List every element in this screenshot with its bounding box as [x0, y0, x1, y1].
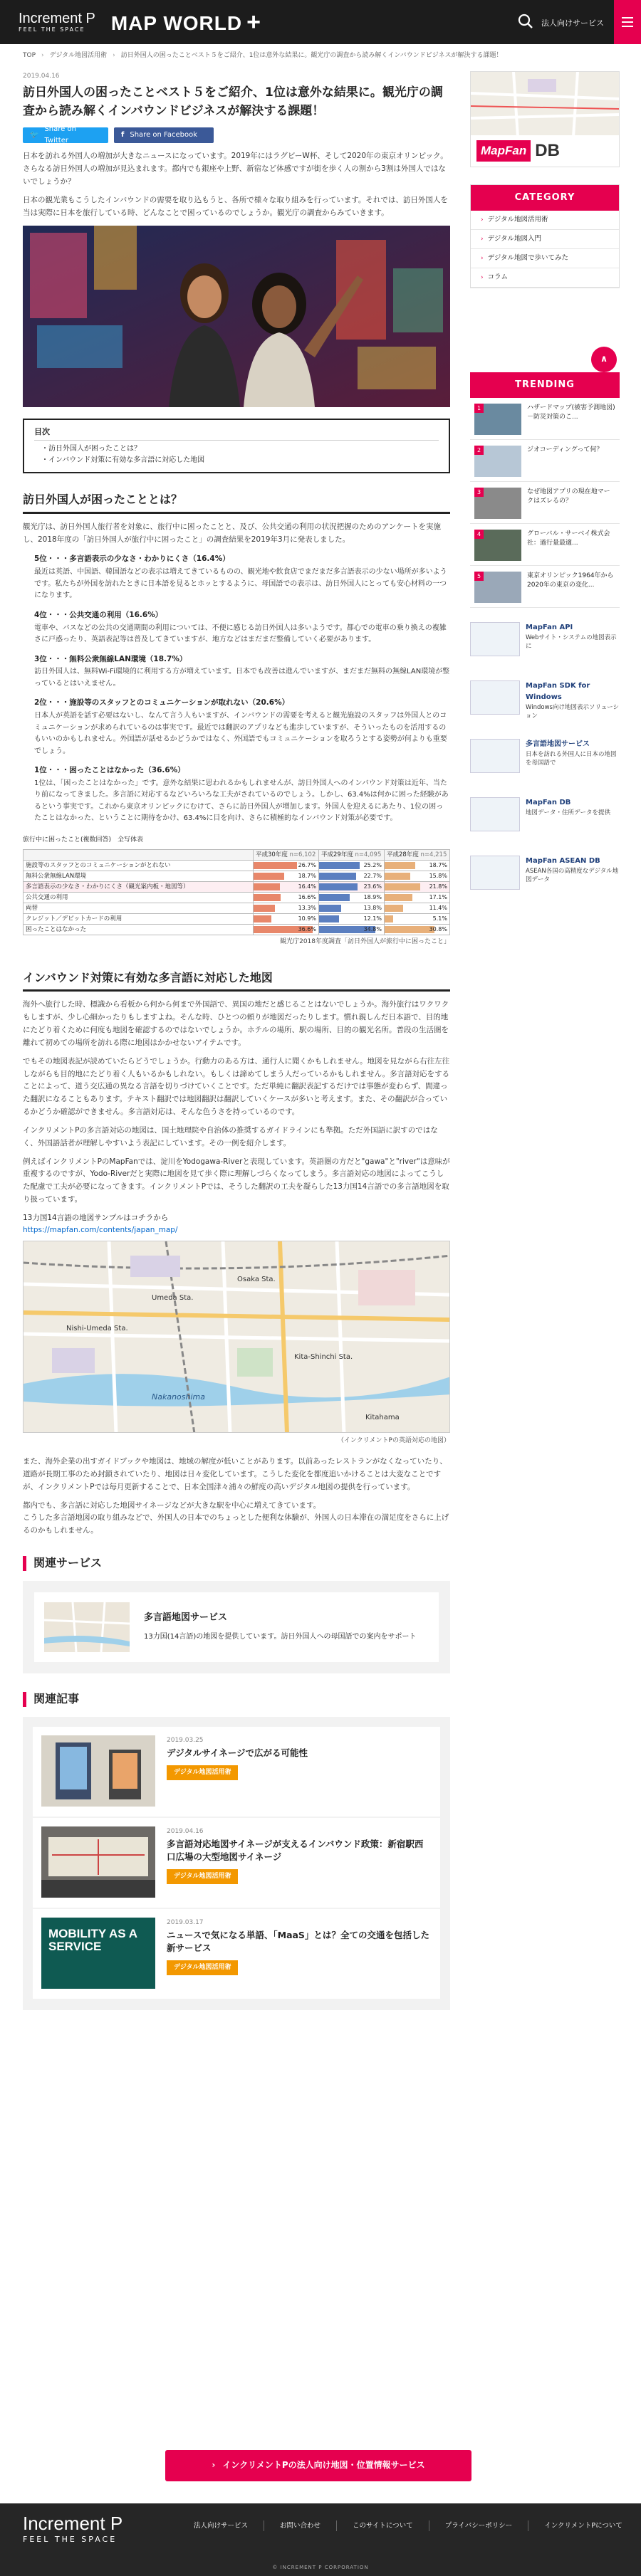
- trending-title-text: ハザードマップ(被害予測地図) －防災対策のこ...: [527, 404, 615, 421]
- product-item[interactable]: [470, 680, 620, 729]
- table-of-contents: [23, 419, 450, 474]
- related-article-card[interactable]: [33, 1727, 440, 1817]
- product-thumbnail: [470, 797, 520, 831]
- category-item[interactable]: [471, 249, 619, 268]
- related-articles-list: [23, 1717, 450, 2010]
- map-label: Umeda Sta.: [152, 1293, 194, 1302]
- table-row: [24, 861, 450, 871]
- map-sample-link[interactable]: https://mapfan.com/contents/japan_map/: [23, 1225, 178, 1234]
- product-desc: Webサイト・システムの地図表示に: [526, 634, 617, 651]
- site-header: [0, 0, 641, 44]
- table-bar-value: 25.2%: [363, 862, 382, 869]
- table-row-label: 両替: [24, 903, 254, 914]
- breadcrumb-separator: ›: [41, 51, 44, 59]
- twitter-icon: 🐦: [30, 131, 39, 140]
- increment-p-logo[interactable]: [19, 11, 95, 33]
- table-bar-value: 26.7%: [298, 862, 316, 869]
- site-title[interactable]: [111, 3, 261, 41]
- table-bar-cell: [385, 861, 450, 871]
- table-bar-cell: [319, 893, 385, 903]
- product-desc: 地図データ・住所データを提供: [526, 809, 611, 816]
- article-thumbnail: [41, 1826, 155, 1898]
- table-row-label: 困ったことはなかった: [24, 925, 254, 935]
- search-icon[interactable]: [517, 13, 534, 30]
- trending-rank: 4: [474, 530, 484, 539]
- table-bar-cell: [319, 914, 385, 925]
- table-bar: [385, 883, 420, 890]
- table-bar: [385, 862, 415, 869]
- product-desc: 日本を訪れる外国人に日本の地図を母国語で: [526, 751, 617, 767]
- toc-item[interactable]: ・インバウンド対策に有効な多言語に対応した地図: [41, 456, 205, 465]
- trending-item[interactable]: [470, 566, 620, 608]
- trending-thumbnail: [474, 404, 521, 435]
- product-name: MapFan DB: [526, 799, 571, 806]
- related-article-tag[interactable]: デジタル地図活用術: [167, 1960, 238, 1975]
- trending-item[interactable]: [470, 440, 620, 482]
- table-column-header: 平成29年度 n=4,095: [319, 850, 385, 861]
- rank-heading: 4位・・・公共交通の利用（16.6%）: [34, 610, 163, 619]
- product-name: MapFan ASEAN DB: [526, 857, 600, 865]
- section-heading-2: インバウンド対策に有効な多言語に対応した地図: [23, 969, 450, 992]
- table-bar-value: 36.6%: [298, 926, 316, 933]
- table-bar-cell: [319, 925, 385, 935]
- related-article-date: 2019.03.17: [167, 1918, 204, 1926]
- breadcrumb-category[interactable]: デジタル地図活用術: [49, 51, 108, 59]
- product-desc: Windows向け地図表示ソリューション: [526, 704, 620, 720]
- table-bar: [319, 905, 341, 912]
- table-bar-value: 21.8%: [429, 883, 447, 890]
- table-bar-value: 12.1%: [363, 915, 382, 922]
- table-bar: [385, 905, 403, 912]
- trending-item[interactable]: [470, 482, 620, 524]
- survey-table-head: 旅行中に困ったこと(複数回答) 全写体表: [23, 836, 144, 843]
- trending-thumbnail: [474, 488, 521, 519]
- thumbnail-text: MOBILITY AS A SERVICE: [48, 1926, 137, 1954]
- chevron-right-icon: ›: [481, 216, 484, 224]
- footer-link[interactable]: インクリメントPについて: [544, 2522, 622, 2530]
- table-column-header: 平成30年度 n=6,102: [254, 850, 319, 861]
- trending-title-text: なぜ地図アプリの現在地マークはズレるの？: [527, 488, 610, 505]
- related-article-tag[interactable]: デジタル地図活用術: [167, 1869, 238, 1883]
- corporate-services-cta-button[interactable]: [165, 2450, 471, 2481]
- sidebar: [470, 71, 620, 914]
- table-bar-cell: [254, 925, 319, 935]
- table-bar: [319, 894, 350, 901]
- corporate-services-link[interactable]: 法人向けサービス: [541, 19, 604, 28]
- chevron-right-icon: ›: [481, 273, 484, 281]
- footer-logo-text: Increment P: [23, 2513, 123, 2534]
- category-label: デジタル地図で歩いてみた: [487, 254, 569, 263]
- product-thumbnail: [470, 622, 520, 656]
- table-bar-cell: [385, 893, 450, 903]
- rank-item: [34, 653, 450, 690]
- trending-item[interactable]: [470, 398, 620, 440]
- product-item[interactable]: [470, 622, 620, 671]
- footer-nav: [178, 2520, 638, 2531]
- table-bar-value: 11.4%: [429, 905, 447, 912]
- breadcrumb: [0, 44, 641, 67]
- table-bar: [254, 883, 280, 890]
- rank-item: [34, 553, 450, 601]
- related-article-date: 2019.03.25: [167, 1736, 204, 1744]
- table-bar-value: 15.8%: [429, 873, 447, 880]
- table-bar-cell: [254, 861, 319, 871]
- table-row-label: 多言語表示の少なさ・わかりにくさ（観光案内板・地図等）: [24, 882, 254, 893]
- section2-paragraph: 都内でも、多言語に対応した地図サイネージなどが大きな駅を中心に増えてきています。: [23, 1500, 321, 1510]
- map-label: Nishi-Umeda Sta.: [66, 1324, 128, 1332]
- related-article-tag[interactable]: デジタル地図活用術: [167, 1765, 238, 1779]
- table-bar-value: 23.6%: [363, 883, 382, 890]
- table-bar: [254, 894, 281, 901]
- hamburger-icon[interactable]: [614, 0, 641, 44]
- share-twitter-button[interactable]: [23, 127, 108, 143]
- footer-link[interactable]: お問い合わせ: [264, 2520, 337, 2531]
- table-bar: [385, 894, 412, 901]
- trending-rank: 3: [474, 488, 484, 497]
- product-thumbnail: [470, 856, 520, 890]
- table-bar: [254, 873, 284, 880]
- table-bar-cell: [385, 914, 450, 925]
- table-bar-cell: [385, 925, 450, 935]
- toc-item[interactable]: ・訪日外国人が困ったことは？: [41, 445, 141, 453]
- table-bar-value: 22.7%: [363, 873, 382, 880]
- article-thumbnail: [41, 1735, 155, 1807]
- hero-image: [23, 226, 450, 407]
- related-service-heading: 関連サービス: [23, 1556, 450, 1571]
- breadcrumb-current: 訪日外国人の困ったことベスト５をご紹介、1位は意外な結果に。観光庁の調査から読み解くインバウンドビジネスが解決する課題！: [120, 51, 503, 59]
- related-article-title: ニュースで気になる単語、「MaaS」とは？全ての交通を包括した新サービス: [167, 1930, 429, 1954]
- category-item[interactable]: [471, 230, 619, 249]
- category-item[interactable]: [471, 211, 619, 230]
- facebook-icon: f: [121, 131, 125, 140]
- table-header-blank: [24, 850, 254, 861]
- product-item[interactable]: [470, 797, 620, 846]
- section2-paragraph: インクリメントPの多言語対応の地図は、国土地理院や自治体の推奨するガイドラインにも準拠。ただ外国語に訳すのではなく、外国語話者が理解しやすいよう表記にしています。その一例を紹介します。: [23, 1125, 438, 1147]
- product-name: MapFan SDK for Windows: [526, 682, 590, 701]
- related-article-card[interactable]: [33, 1818, 440, 1908]
- category-title: CATEGORY: [471, 185, 619, 211]
- chevron-right-icon: ›: [212, 2460, 216, 2471]
- table-bar-cell: [254, 903, 319, 914]
- map-label: Kita-Shinchi Sta.: [294, 1352, 353, 1361]
- section1-paragraph: 観光庁は、訪日外国人旅行者を対象に、旅行中に困ったことと、及び、公共交通の利用の状況把握のためのアンケートを実施し、2018年度の「訪日外国人が旅行中に困ったこと」の調査結果を2019年3月に発表しました。: [23, 522, 441, 544]
- article-thumbnail: [41, 1918, 155, 1989]
- site-plus-mark: +: [246, 8, 261, 36]
- trending-box: [470, 372, 620, 608]
- mapfan-db-banner[interactable]: [470, 71, 620, 167]
- product-item[interactable]: [470, 856, 620, 904]
- table-bar: [254, 862, 297, 869]
- product-name: 多言語地図サービス: [526, 740, 590, 748]
- site-title-text: MAP WORLD: [110, 11, 243, 34]
- trending-item[interactable]: [470, 524, 620, 566]
- breadcrumb-top[interactable]: TOP: [23, 51, 36, 59]
- table-bar-value: 16.6%: [298, 894, 316, 901]
- toc-item-label: インバウンド対策に有効な多言語に対応した地図: [48, 456, 205, 465]
- related-article-date: 2019.04.16: [167, 1827, 204, 1835]
- product-desc: ASEAN各国の高精度なデジタル地図データ: [526, 868, 619, 884]
- related-articles-heading: 関連記事: [23, 1692, 450, 1707]
- article-title: 訪日外国人の困ったことベスト５をご紹介、1位は意外な結果に。観光庁の調査から読み解くインバウンドビジネスが解決する課題！: [23, 85, 443, 118]
- section-heading-1: 訪日外国人が困ったこととは？: [23, 490, 450, 514]
- service-description: 13力国(14言語)の地図を提供しています。訪日外国人への母国語での案内をサポート: [144, 1633, 417, 1641]
- share-facebook-button[interactable]: [114, 127, 214, 143]
- share-facebook-label: Share on Facebook: [130, 131, 198, 140]
- rank-body: 訪日外国人は、無料Wi-Fi環境的に利用する方が増えています。日本でも改善は進んでいますが、まだまだ無料の無線LAN環境が整っているとはいえません。: [34, 668, 450, 688]
- table-bar-cell: [385, 882, 450, 893]
- chevron-right-icon: ›: [481, 235, 484, 243]
- table-bar-value: 30.8%: [429, 926, 447, 933]
- table-bar: [385, 926, 434, 933]
- table-column-header: 平成28年度 n=4,215: [385, 850, 450, 861]
- chevron-right-icon: ›: [481, 254, 484, 262]
- table-row-label: 公共交通の利用: [24, 893, 254, 903]
- rank-body: 最近は英語、中国語、韓国語などの表示は増えてきているものの、観光地や飲食店でまだまだ多言語表示の少ない場所が多いようです。私たちが外国を訪れたときに日本語を見るとホッとするように、母国語での表示は、訪日外国人にとっても安心材料の一つになります。: [34, 568, 447, 600]
- table-row: [24, 893, 450, 903]
- rank-item: [34, 609, 450, 646]
- table-caption: 観光庁2018年度調査「訪日外国人が旅行中に困ったこと」: [280, 938, 450, 946]
- table-bar: [385, 915, 393, 922]
- map-label: Nakanoshima: [152, 1392, 205, 1402]
- toc-item-label: 訪日外国人が困ったことは？: [48, 445, 141, 453]
- table-bar-cell: [254, 882, 319, 893]
- english-map-image: [23, 1241, 450, 1433]
- trending-rank: 2: [474, 446, 484, 455]
- section2-paragraph: こうした多言語地図の取り組みなどで、外国人の日本でのちょっとした便利な体験が、外国人の日本滞在の満足度をさらに上げるのかもしれません。: [23, 1513, 449, 1535]
- category-label: デジタル地図活用術: [487, 216, 548, 224]
- related-article-title: デジタルサイネージで広がる可能性: [167, 1747, 308, 1759]
- table-row: [24, 871, 450, 882]
- table-bar-cell: [254, 871, 319, 882]
- table-bar-cell: [319, 871, 385, 882]
- product-item[interactable]: [470, 739, 620, 787]
- share-buttons: [23, 127, 450, 143]
- table-bar: [385, 873, 410, 880]
- table-bar: [319, 915, 339, 922]
- section2-paragraph: でもその地図表記が読めていたらどうでしょうか。行動力のある方は、通行人に聞くかもしれません。地図を見ながら右往左往しながらも目的地にたどり着く人もいるかもしれない。もしくは諦めてしまう人だっているかもしれません。多言語対応をすることによって、道う交広通の異なる言語を切りづけていくことです。ただ単純に翻訳表記するだけでは事態が変わらず、間違った翻訳になることもあります。テキスト翻訳では地図翻訳は翻訳していくケースが多いと考えます。また、その翻訳が合っているかどうか確認ができません。多言語対応は、そんな色うさを持っているのです。: [23, 1056, 450, 1117]
- table-bar-value: 18.7%: [429, 862, 447, 869]
- table-bar: [254, 915, 271, 922]
- table-row: [24, 903, 450, 914]
- product-name: MapFan API: [526, 624, 573, 631]
- table-bar-cell: [254, 914, 319, 925]
- trending-thumbnail: [474, 530, 521, 561]
- category-label: コラム: [487, 273, 509, 282]
- share-twitter-label: Share on Twitter: [44, 125, 76, 145]
- rank-body: 電車や、バスなどの公共の交通期間の利用については、不便に感じる訪日外国人は多いようです。都心での電車の乗り換えの複雑さに戸惑ったり、英語表記等は普及してきていますが、地方などはまだまだ整備していく必要があります。: [34, 624, 447, 644]
- table-row: [24, 882, 450, 893]
- site-footer: [0, 2503, 641, 2576]
- logo-text: Increment P: [19, 10, 95, 26]
- breadcrumb-separator: ›: [113, 51, 115, 59]
- rank-item: [34, 764, 450, 825]
- cta-label: インクリメントPの法人向け地図・位置情報サービス: [222, 2460, 425, 2471]
- table-row: [24, 925, 450, 935]
- trending-rank: 5: [474, 572, 484, 581]
- rank-heading: 3位・・・無料公衆無線LAN環境（18.7%）: [34, 654, 187, 663]
- article: [23, 71, 450, 2010]
- rank-body: 日本人が英語を話す必要はないし、なんて言う人もいますが、インバウンドの需要を考えると観光施設のスタッフは外国人とのコミュニケーションが求められているのは事実です。最近では翻訳のアプリなども進歩していますが、そういったものを活用するのもいいのかもしれません。外国語が話せるかどうかではなく、外国語でもコミュニケーションを取ろうとする姿勢が何よりも重要でしょう。: [34, 712, 447, 755]
- mapfan-logo: MapFan: [476, 140, 531, 161]
- map-label: Kitahama: [365, 1413, 400, 1421]
- map-link-label: 13力国14言語の地図サンプルはコチラから: [23, 1214, 169, 1222]
- product-list: [470, 622, 620, 904]
- table-row: [24, 914, 450, 925]
- trending-rank: 1: [474, 404, 484, 413]
- related-service-card[interactable]: [23, 1581, 450, 1673]
- logo-tagline: FEEL THE SPACE: [19, 26, 85, 33]
- table-row-label: クレジット／デビットカードの利用: [24, 914, 254, 925]
- table-bar-cell: [385, 871, 450, 882]
- table-bar-value: 18.9%: [363, 894, 382, 901]
- table-bar-value: 13.8%: [363, 905, 382, 912]
- table-bar-value: 17.1%: [429, 894, 447, 901]
- service-thumbnail: [44, 1602, 130, 1652]
- survey-table: [23, 849, 450, 935]
- map-caption: （インクリメントPの英語対応の地図）: [337, 1436, 450, 1444]
- ranking-list: [34, 553, 450, 824]
- trending-thumbnail: [474, 446, 521, 477]
- table-row-label: 無料公衆無線LAN環境: [24, 871, 254, 882]
- table-bar-value: 10.9%: [298, 915, 316, 922]
- footer-link[interactable]: このサイトについて: [337, 2520, 429, 2531]
- db-label: DB: [535, 140, 560, 160]
- trending-title-text: ジオコーディングって何？: [527, 446, 603, 453]
- table-bar-value: 34.8%: [363, 926, 382, 933]
- section2-paragraph: 例えばインクリメントPのMapFanでは、淀川をYodogawa-Riverと表現しています。英語圏の方だと"gawa"と"river"は意味が重複するのですが、Yodo-Riverだと実際に地図を見て歩く際に理解しづらくなってしまう。多言語対応の地図によってこうした配慮で工夫が必要になってきます。インクリメントPでは、そうした翻訳の工夫を凝らした13力国14言語での多言語地図を取り扱っています。: [23, 1157, 450, 1204]
- trending-thumbnail: [474, 572, 521, 603]
- table-bar: [319, 883, 358, 890]
- table-bar-value: 13.3%: [298, 905, 316, 912]
- table-bar: [319, 873, 356, 880]
- footer-logo-tagline: FEEL THE SPACE: [23, 2535, 118, 2544]
- rank-body: 1位は、「困ったことはなかった」です。意外な結果に思われるかもしれませんが、訪日外国人へのインバウンド対策は近年、当たり前になってきました。多言語に対応するなどいろいろな工夫がされているのでしょう。しかし、63.4%は何かに困った経験があるという事実です。これから東京オリンピックにむけて、さらに訪日外国人が増加します。外国人を迎えるにあたり、1位の困ったことはなかった、ということに期待をかけ、63.4%に目を向け、さらに積極的なインバウンド対策が必要です。: [34, 779, 449, 823]
- intro-paragraph-2: 日本の観光業もこうしたインバウンドの需要を取り込もうと、各所で様々な取り組みを行っています。それでは、訪日外国人を当は実際に日本を旅行している時、どんなことで困っているのでしょうか。観光庁の調査からみていきます。: [23, 195, 448, 217]
- table-bar-value: 16.4%: [298, 883, 316, 890]
- footer-link[interactable]: プライバシーポリシー: [429, 2520, 529, 2531]
- related-article-card[interactable]: [33, 1909, 440, 1999]
- scroll-to-top-button[interactable]: ∧: [591, 347, 617, 372]
- table-bar-cell: [254, 893, 319, 903]
- category-box: [470, 184, 620, 288]
- table-bar-cell: [385, 903, 450, 914]
- toc-title: 目次: [34, 426, 439, 441]
- map-label: Osaka Sta.: [237, 1275, 276, 1283]
- section2-paragraph: また、海外企業の出すガイドブックや地図は、地域の解度が低いことがあります。以前あったレストランがなくなっていたり、道路が長期工事のため封鎖されていたり、地図は日々変化しています。こうした変化を都度追いかけることは大変なことですが、インクリメントPでは毎月更新することで、日本全国津々浦々の鮮度の高いデジタル地図の提供を行っています。: [23, 1456, 447, 1491]
- footer-logo[interactable]: [23, 2513, 123, 2546]
- footer-link[interactable]: 法人向けサービス: [178, 2520, 264, 2531]
- category-item[interactable]: [471, 268, 619, 288]
- rank-heading: 2位・・・施設等のスタッフとのコミュニケーションが取れない（20.6%）: [34, 698, 290, 708]
- trending-title-text: 東京オリンピック1964年から2020年の東京の変化...: [527, 572, 614, 589]
- trending-title-text: グローバル・サーベイ株式会社：過行量最適...: [527, 530, 610, 547]
- copyright: © INCREMENT P CORPORATION: [272, 2564, 369, 2570]
- intro-paragraph-1: 日本を訪れる外国人の増加が大きなニュースになっています。2019年にはラグビーW杯、そして2020年の東京オリンピック。さらなる訪日外国人の増加が見込まれます。都内でも銀座や上野、新宿など体感ですが街を歩く人の割から3割は外国人ではないでしょうか？: [23, 152, 448, 186]
- rank-heading: 1位・・・困ったことはなかった（36.6%）: [34, 766, 185, 775]
- product-thumbnail: [470, 680, 520, 715]
- table-bar-cell: [319, 882, 385, 893]
- table-bar-value: 18.7%: [298, 873, 316, 880]
- section2-paragraph: 海外へ旅行した時、標識から看板から何から何まで外国語で、異国の地だと感じることはないでしょうか。海外旅行はワクワクもしますが、少し心細かったりもしますよね。そんな時、ひとつの頼りが地図だったりします。慣れ親しんだ日本語で、目的地にたどり着くために何度も地図を確認するのではないでしょうか。ホテルの場所、駅の場所、目的の観光名所。普段の生活圏を離れて初めての場所を訪れる際に地図はかかせないアイテムです。: [23, 1000, 449, 1047]
- table-row-label: 施設等のスタッフとのコミュニケーションがとれない: [24, 861, 254, 871]
- category-label: デジタル地図入門: [487, 235, 542, 243]
- trending-title: TRENDING: [470, 372, 620, 398]
- related-article-title: 多言語対応地図サイネージが支えるインバウンド政策：新宿駅西口広場の大型地図サイネージ: [167, 1839, 424, 1863]
- table-bar-value: 5.1%: [432, 915, 447, 922]
- product-thumbnail: [470, 739, 520, 773]
- rank-heading: 5位・・・多言語表示の少なさ・わかりにくさ（16.4%）: [34, 554, 230, 564]
- article-date: 2019.04.16: [23, 73, 60, 80]
- rank-item: [34, 697, 450, 757]
- service-name: 多言語地図サービス: [144, 1612, 228, 1624]
- table-bar: [319, 862, 360, 869]
- table-bar-cell: [319, 861, 385, 871]
- table-bar-cell: [319, 903, 385, 914]
- table-bar: [254, 905, 275, 912]
